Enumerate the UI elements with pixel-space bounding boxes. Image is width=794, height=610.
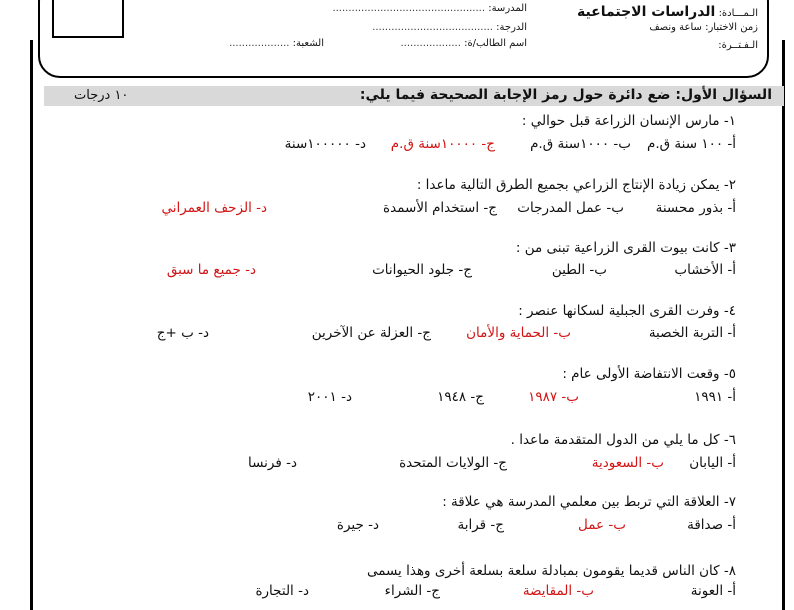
q4-option-d[interactable]: د- ب +ج — [156, 325, 209, 341]
question-7: ٧- العلاقة التي تربط بين معلمي المدرسة هي علاقة : — [442, 494, 736, 510]
q1-option-d[interactable]: د- ١٠٠٠٠٠سنة — [284, 136, 366, 152]
q8-option-c[interactable]: ج- الشراء — [384, 583, 440, 599]
q6-option-c[interactable]: ج- الولايات المتحدة — [399, 455, 507, 471]
q6-option-a[interactable]: أ- اليابان — [689, 455, 736, 471]
q3-option-c[interactable]: ج- جلود الحيوانات — [372, 262, 472, 278]
school-row — [332, 3, 527, 14]
student-label: اسم الطالب/ة: — [464, 38, 527, 49]
q2-option-c[interactable]: ج- استخدام الأسمدة — [383, 200, 497, 216]
student-row — [400, 38, 527, 49]
q3-option-d[interactable]: د- جميع ما سبق — [166, 262, 256, 278]
school-label: المدرسة: — [488, 3, 527, 14]
q8-option-b[interactable]: ب- المقايضة — [522, 583, 594, 599]
question-3: ٣- كانت بيوت القرى الزراعية تبنى من : — [515, 240, 736, 256]
question-4: ٤- وفرت القرى الجبلية لسكانها عنصر : — [518, 303, 736, 319]
question-6: ٦- كل ما يلي من الدول المتقدمة ماعدا . — [510, 432, 736, 448]
grade-row — [372, 22, 527, 33]
q5-option-a[interactable]: أ- ١٩٩١ — [694, 389, 736, 405]
question-5: ٥- وقعت الانتفاضة الأولى عام : — [562, 366, 736, 382]
period-row — [718, 40, 758, 51]
time-label: زمن الاختبار: — [705, 22, 758, 33]
section-row — [229, 38, 324, 49]
time-row — [649, 22, 758, 33]
question-1: ١- مارس الإنسان الزراعة قبل حوالي : — [521, 113, 736, 129]
q3-option-a[interactable]: أ- الأخشاب — [674, 262, 736, 278]
q7-option-c[interactable]: ج- قرابة — [457, 517, 504, 533]
section-label: الشعبة: — [292, 38, 324, 49]
q2-option-b[interactable]: ب- عمل المدرجات — [517, 200, 624, 216]
section-band — [44, 86, 784, 106]
q2-option-a[interactable]: أ- بذور محسنة — [655, 200, 736, 216]
q6-option-d[interactable]: د- فرنسا — [248, 455, 297, 471]
section-dots: ................... — [229, 38, 290, 49]
q5-option-c[interactable]: ج- ١٩٤٨ — [437, 389, 484, 405]
grade-label: الدرجة: — [496, 22, 527, 33]
section-title: السؤال الأول: ضع دائرة حول رمز الإجابة الصحيحة فيما يلي: — [359, 87, 772, 103]
q7-option-a[interactable]: أ- صداقة — [687, 517, 736, 533]
q3-option-b[interactable]: ب- الطين — [551, 262, 607, 278]
q1-option-a[interactable]: أ- ١٠٠ سنة ق.م — [646, 136, 736, 152]
page-border-left — [30, 40, 33, 610]
school-dots: ................................................ — [332, 3, 486, 14]
subject-value: الدراسات الاجتماعية — [576, 4, 716, 20]
q5-option-b[interactable]: ب- ١٩٨٧ — [528, 389, 579, 405]
q7-option-b[interactable]: ب- عمل — [578, 517, 626, 533]
q5-option-d[interactable]: د- ٢٠٠١ — [307, 389, 352, 405]
grade-dots: ...................................... — [372, 22, 493, 33]
q1-option-c[interactable]: ج- ١٠٠٠٠سنة ق.م — [390, 136, 495, 152]
student-dots: ................... — [400, 38, 461, 49]
period-label: الـفـتــرة: — [718, 40, 758, 51]
q7-option-d[interactable]: د- جيرة — [336, 517, 379, 533]
q4-option-a[interactable]: أ- التربة الخصبة — [648, 325, 736, 341]
q4-option-c[interactable]: ج- العزلة عن الآخرين — [311, 325, 431, 341]
section-marks: ١٠ درجات — [74, 88, 129, 103]
logo-box — [52, 0, 124, 38]
question-2: ٢- يمكن زيادة الإنتاج الزراعي بجميع الطرق التالية ماعدا : — [416, 177, 736, 193]
q4-option-b[interactable]: ب- الحماية والأمان — [466, 325, 571, 341]
subject-row — [577, 4, 758, 20]
page-border-right — [782, 40, 785, 610]
subject-label: الـمـــادة: — [718, 8, 758, 19]
question-8: ٨- كان الناس قديما يقومون بمبادلة سلعة بسلعة أخرى وهذا يسمى — [366, 563, 736, 579]
q1-option-b[interactable]: ب- ١٠٠٠سنة ق.م — [530, 136, 631, 152]
q2-option-d[interactable]: د- الزحف العمراني — [161, 200, 267, 216]
q8-option-d[interactable]: د- التجارة — [255, 583, 309, 599]
q6-option-b[interactable]: ب- السعودية — [591, 455, 664, 471]
time-value: ساعة ونصف — [649, 22, 702, 33]
q8-option-a[interactable]: أ- العونة — [690, 583, 736, 599]
